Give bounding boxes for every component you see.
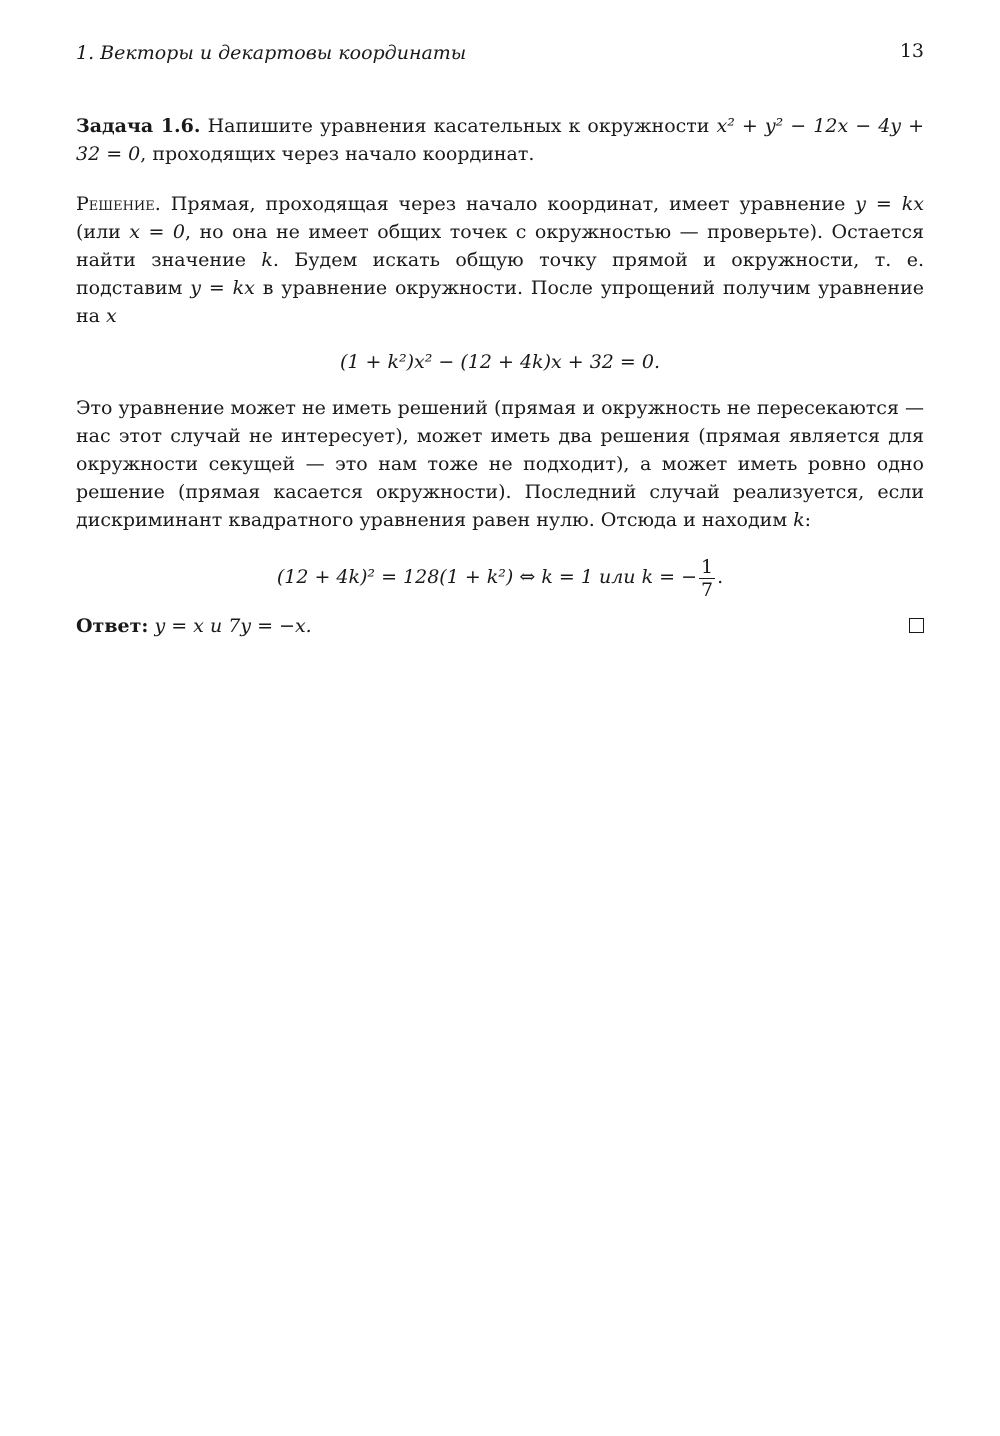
vertical-line-equation: x = 0	[129, 221, 185, 243]
variable-k: k	[261, 249, 273, 271]
variable-x: x	[106, 305, 117, 327]
solution-text-p2: Это уравнение может не иметь решений (прямая и окружность не пересекаются — нас этот случай не интересует), может иметь два решения (прямая является для окружности секущей — это нам тоже не подходит), а может иметь ровно одно решение (прямая касается окружности). Последний случай реализуется, если дискриминант квадратного уравнения равен нулю. Отсюда и находим	[76, 397, 924, 531]
circle-equation: x² + y² − 12x − 4y + 32 = 0	[76, 115, 924, 165]
solution-text-b: (или	[76, 221, 121, 243]
problem-text-tail: , проходящих через начало координат.	[140, 143, 535, 165]
fraction-numerator: 1	[701, 555, 714, 578]
solution-colon: :	[804, 509, 812, 531]
running-header	[76, 38, 924, 70]
answer-line	[76, 612, 924, 640]
problem-label: Задача 1.6.	[76, 115, 201, 137]
solution-text-d: . Будем искать общую точку прямой и окружности, т. е. подставим	[76, 249, 925, 299]
solution-paragraph-2	[76, 394, 924, 534]
fraction	[699, 556, 715, 601]
solution-text-e: в уравнение окружности. После упрощений получим уравнение на	[76, 277, 924, 327]
solution-paragraph-1	[76, 190, 924, 330]
discriminant-left: (12 + 4k)² = 128(1 + k²) ⇔ k = 1 или k = −	[276, 566, 698, 588]
variable-k-2: k	[793, 509, 805, 531]
document-page	[76, 38, 924, 640]
problem-text: Напишите уравнения касательных к окружности	[207, 115, 710, 137]
quadratic-equation: (1 + k²)x² − (12 + 4k)x + 32 = 0.	[340, 351, 660, 373]
qed-square-icon	[909, 618, 924, 633]
solution-label: Решение.	[76, 193, 161, 215]
solution-text-c: , но она не имеет общих точек с окружностью — проверьте). Остается найти значение	[76, 221, 924, 271]
line-equation: y = kx	[855, 193, 925, 215]
fraction-denominator: 7	[701, 578, 714, 601]
problem-statement	[76, 112, 924, 168]
answer-label: Ответ:	[76, 615, 149, 637]
running-title: 1. Векторы и декартовы координаты	[76, 42, 467, 64]
substitution-equation: y = kx	[190, 277, 255, 299]
solution-text-a: Прямая, проходящая через начало координат, имеет уравнение	[170, 193, 846, 215]
discriminant-equation	[76, 550, 924, 604]
answer-text: y = x и 7y = −x.	[154, 615, 312, 637]
discriminant-end: .	[717, 566, 724, 588]
page-number: 13	[899, 40, 924, 62]
